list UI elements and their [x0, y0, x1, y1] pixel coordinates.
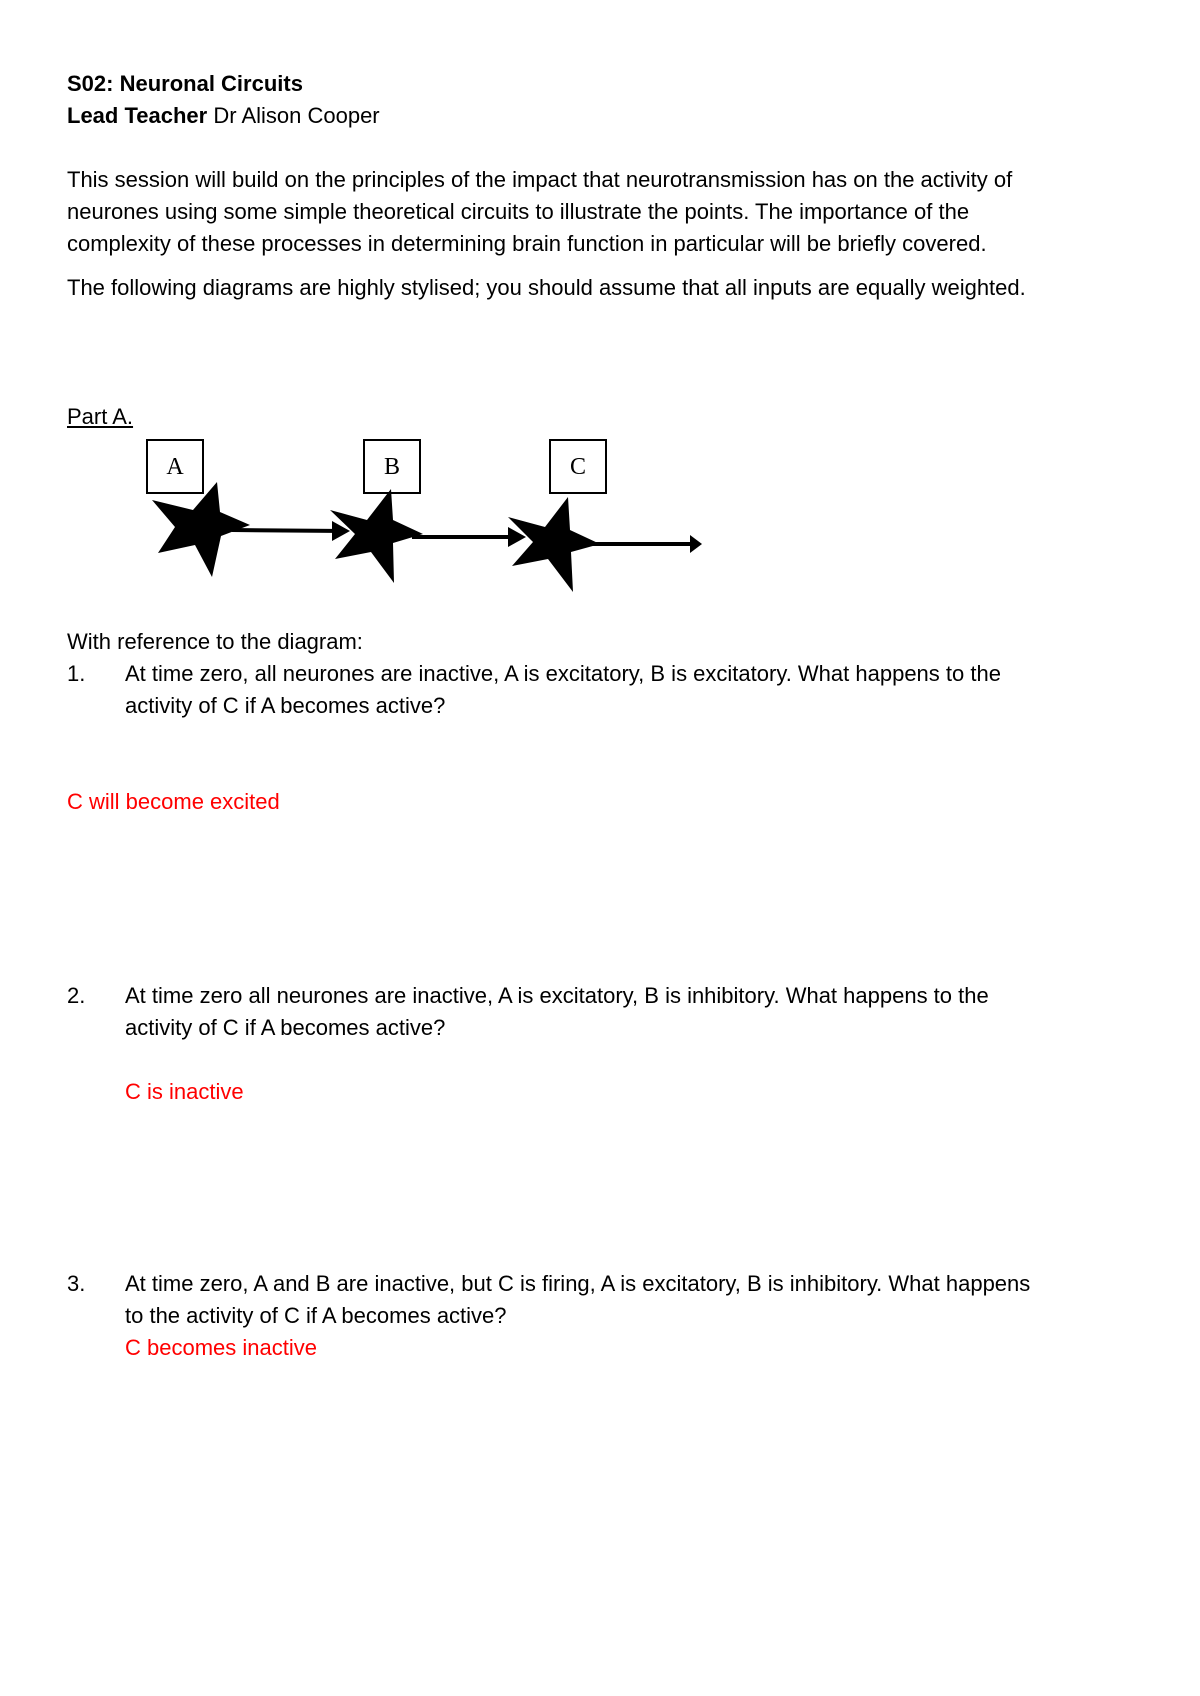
node-label-b: B: [383, 454, 401, 480]
neurone-a-icon: [152, 482, 250, 577]
node-box-a: [147, 440, 203, 493]
node-box-c: [550, 440, 606, 493]
question-1-line-2: activity of C if A becomes active?: [125, 693, 446, 718]
diagram-reference-text: With reference to the diagram:: [67, 629, 363, 654]
node-label-a: A: [166, 454, 184, 480]
question-1-line-1: At time zero, all neurones are inactive, A is excitatory, B is excitatory. What happens to the: [125, 661, 1001, 686]
node-box-b: [364, 440, 420, 493]
question-2-line-1: At time zero all neurones are inactive, A is excitatory, B is inhibitory. What happens to the: [125, 983, 989, 1008]
question-1-answer: C will become excited: [67, 789, 280, 814]
intro-line-3: complexity of these processes in determining brain function in particular will be briefly covered.: [67, 231, 987, 256]
neurone-c-icon: [508, 497, 600, 592]
axon-c-terminal: [690, 535, 702, 553]
lead-teacher-name: Dr Alison Cooper: [207, 103, 380, 128]
intro-line-1: This session will build on the principles of the impact that neurotransmission has on the activity of: [67, 167, 1013, 192]
intro-line-4: The following diagrams are highly stylised; you should assume that all inputs are equally weighted.: [67, 275, 1026, 300]
question-2-answer: C is inactive: [125, 1079, 244, 1104]
question-1-number: 1.: [67, 661, 86, 686]
part-a-heading: Part A.: [67, 404, 134, 429]
question-3-answer: C becomes inactive: [125, 1335, 317, 1360]
question-3-line-1: At time zero, A and B are inactive, but C is firing, A is excitatory, B is inhibitory. What happens: [125, 1271, 1031, 1296]
question-2-line-2: activity of C if A becomes active?: [125, 1015, 446, 1040]
question-3-number: 3.: [67, 1271, 86, 1296]
question-3-line-2: to the activity of C if A becomes active?: [125, 1303, 507, 1328]
axon-a-to-b: [232, 530, 345, 531]
document-title: S02: Neuronal Circuits: [67, 71, 303, 96]
neurone-b-icon: [330, 489, 423, 583]
intro-line-2: neurones using some simple theoretical circuits to illustrate the points. The importance of the: [67, 199, 970, 224]
neuronal-circuit-diagram: [0, 0, 1200, 620]
question-2-number: 2.: [67, 983, 86, 1008]
node-label-c: C: [569, 454, 587, 480]
lead-teacher-label: Lead Teacher: [67, 103, 208, 128]
